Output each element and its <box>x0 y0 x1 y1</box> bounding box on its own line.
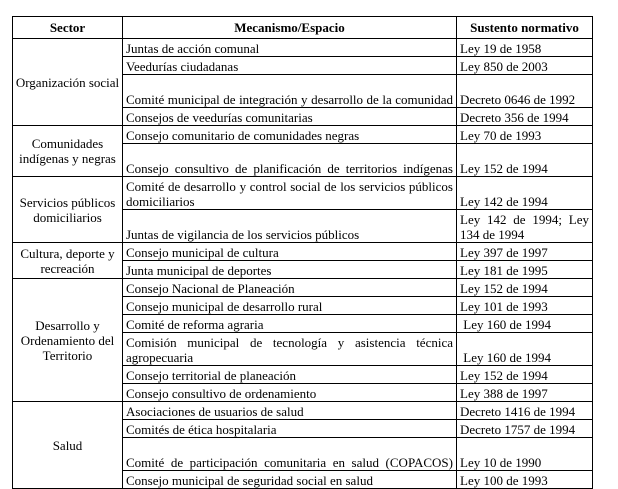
norm-cell: Ley 101 de 1993 <box>457 297 593 315</box>
table-row <box>13 279 593 297</box>
norm-cell: Ley 850 de 2003 <box>457 57 593 75</box>
sector-cell: Cultura, deporte y recreación <box>13 243 123 279</box>
norm-cell: Ley 160 de 1994 <box>457 333 593 366</box>
mechanism-cell: Comisión municipal de tecnología y asistencia técnica agropecuaria <box>123 333 457 366</box>
norm-cell: Ley 160 de 1994 <box>457 315 593 333</box>
norm-cell: Ley 10 de 1990 <box>457 438 593 471</box>
header-sector: Sector <box>13 17 123 39</box>
sector-cell: Comunidades indígenas y negras <box>13 126 123 177</box>
header-row <box>13 17 593 39</box>
norm-cell: Ley 152 de 1994 <box>457 366 593 384</box>
participation-table <box>12 16 593 489</box>
mechanism-cell: Comité de desarrollo y control social de los servicios públicos domiciliarios <box>123 177 457 210</box>
norm-cell: Ley 142 de 1994; Ley 134 de 1994 <box>457 210 593 243</box>
table-row <box>13 126 593 144</box>
norm-cell: Ley 152 de 1994 <box>457 279 593 297</box>
norm-cell: Ley 397 de 1997 <box>457 243 593 261</box>
mechanism-cell: Consejo consultivo de planificación de territorios indígenas <box>123 144 457 177</box>
header-mechanism: Mecanismo/Espacio <box>123 17 457 39</box>
sector-cell: Servicios públicos domiciliarios <box>13 177 123 243</box>
norm-cell: Decreto 356 de 1994 <box>457 108 593 126</box>
norm-cell: Decreto 0646 de 1992 <box>457 75 593 108</box>
mechanism-cell: Comité de reforma agraria <box>123 315 457 333</box>
mechanism-cell: Junta municipal de deportes <box>123 261 457 279</box>
norm-cell: Decreto 1416 de 1994 <box>457 402 593 420</box>
mechanism-cell: Comité municipal de integración y desarrollo de la comunidad <box>123 75 457 108</box>
norm-cell: Ley 152 de 1994 <box>457 144 593 177</box>
table-row <box>13 39 593 57</box>
norm-cell: Decreto 1757 de 1994 <box>457 420 593 438</box>
norm-cell: Ley 100 de 1993 <box>457 471 593 489</box>
mechanism-cell: Consejo municipal de cultura <box>123 243 457 261</box>
mechanism-cell: Juntas de vigilancia de los servicios públicos <box>123 210 457 243</box>
mechanism-cell: Consejos de veedurías comunitarias <box>123 108 457 126</box>
table-row <box>13 177 593 210</box>
norm-cell: Ley 388 de 1997 <box>457 384 593 402</box>
mechanism-cell: Comités de ética hospitalaria <box>123 420 457 438</box>
table-row <box>13 243 593 261</box>
mechanism-cell: Comité de participación comunitaria en salud (COPACOS) <box>123 438 457 471</box>
mechanism-cell: Asociaciones de usuarios de salud <box>123 402 457 420</box>
norm-cell: Ley 181 de 1995 <box>457 261 593 279</box>
mechanism-cell: Consejo consultivo de ordenamiento <box>123 384 457 402</box>
mechanism-cell: Consejo territorial de planeación <box>123 366 457 384</box>
header-norm: Sustento normativo <box>457 17 593 39</box>
mechanism-cell: Veedurías ciudadanas <box>123 57 457 75</box>
sector-cell: Salud <box>13 402 123 489</box>
mechanism-cell: Consejo municipal de seguridad social en salud <box>123 471 457 489</box>
norm-cell: Ley 19 de 1958 <box>457 39 593 57</box>
norm-cell: Ley 142 de 1994 <box>457 177 593 210</box>
mechanism-cell: Consejo municipal de desarrollo rural <box>123 297 457 315</box>
mechanism-cell: Consejo Nacional de Planeación <box>123 279 457 297</box>
mechanism-cell: Consejo comunitario de comunidades negras <box>123 126 457 144</box>
table-row <box>13 402 593 420</box>
norm-cell: Ley 70 de 1993 <box>457 126 593 144</box>
sector-cell: Desarrollo y Ordenamiento del Territorio <box>13 279 123 402</box>
mechanism-cell: Juntas de acción comunal <box>123 39 457 57</box>
sector-cell: Organización social <box>13 39 123 126</box>
